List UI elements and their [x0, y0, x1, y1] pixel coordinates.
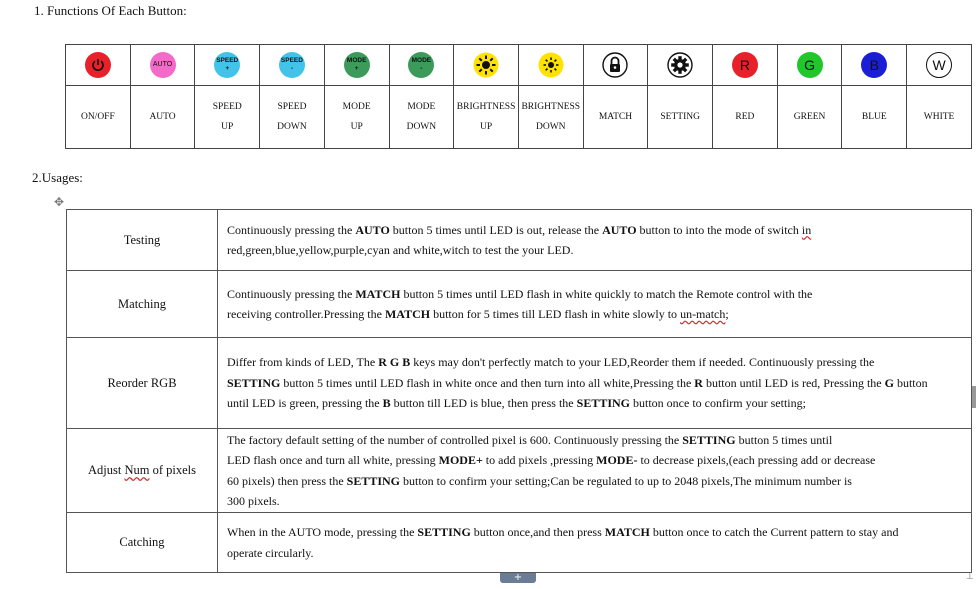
speed-up-icon: [214, 52, 240, 78]
usage-row: [67, 429, 972, 513]
usage-description: [218, 338, 972, 429]
button-label-line: DOWN: [406, 122, 437, 132]
button-label-line: AUTO: [149, 112, 176, 122]
button-label-cell: [518, 86, 583, 149]
speed-down-icon: [279, 52, 305, 78]
usage-description-line: 300 pixels.: [227, 494, 280, 508]
usage-description-line: The factory default setting of the number of controlled pixel is 600. Continuously pressing the SETTING button 5 times until: [227, 432, 833, 447]
mode-up-icon: [344, 52, 370, 78]
lock-icon: [602, 52, 628, 78]
button-label-cell: [583, 86, 648, 149]
button-label-line: UP: [350, 122, 363, 132]
button-icon-cell: [842, 45, 907, 86]
button-label-cell: [648, 86, 713, 149]
mode-down-icon: [408, 52, 434, 78]
button-label-cell: [907, 86, 972, 149]
button-label-cell: [777, 86, 842, 149]
button-label-cell: [324, 86, 389, 149]
green-icon: [797, 52, 823, 78]
button-icon-text: R: [739, 57, 750, 73]
button-icon-text: SPEED +: [216, 57, 239, 72]
usage-description-line: Continuously pressing the MATCH button 5 times until LED flash in white quickly to match the Remote control with the: [227, 286, 813, 301]
button-icon-cell: [907, 45, 972, 86]
usage-description-line: Differ from kinds of LED, The R G B keys may don't perfectly match to your LED,Reorder them if needed. Continuously pressing the: [227, 355, 875, 370]
gear-icon: [667, 52, 693, 78]
usage-description-line: When in the AUTO mode, pressing the SETTING button once,and then press MATCH button once to catch the Current pattern to stay and: [227, 525, 899, 539]
add-row-button[interactable]: +: [500, 573, 536, 583]
section-heading-functions: 1. Functions Of Each Button:: [34, 3, 187, 18]
usage-description: [218, 271, 972, 338]
button-icon-cell: [454, 45, 519, 86]
button-label-cell: [713, 86, 778, 149]
button-label-line: MODE: [407, 102, 436, 112]
button-icon-cell: [713, 45, 778, 86]
button-icon-cell: [583, 45, 648, 86]
usages-table: [66, 209, 972, 573]
button-icon-cell: [777, 45, 842, 86]
brightness-down-icon: [538, 52, 564, 78]
scrollbar-thumb[interactable]: [972, 386, 976, 408]
button-label-line: MATCH: [598, 112, 633, 122]
button-label-cell: [842, 86, 907, 149]
button-icon-cell: [66, 45, 131, 86]
power-icon: [85, 52, 111, 78]
auto-icon: [150, 52, 176, 78]
button-label-cell: [130, 86, 195, 149]
button-label-cell: [195, 86, 260, 149]
usage-row: [67, 271, 972, 338]
button-label-cell: [454, 86, 519, 149]
usage-description-line: 60 pixels) then press the SETTING button to confirm your setting;Can be regulated to up to 2048 pixels,The minimum number is: [227, 473, 852, 488]
button-icon-cell: [195, 45, 260, 86]
button-label-line: DOWN: [535, 122, 566, 132]
usage-description-line: operate circularly.: [227, 545, 314, 560]
usage-description-line: LED flash once and turn all white, pressing MODE+ to add pixels ,pressing MODE- to decrease pixels,(each pressing add or decrease: [227, 453, 876, 467]
button-label-line: BLUE: [861, 112, 887, 122]
button-label-line: UP: [221, 122, 234, 132]
button-label-line: DOWN: [277, 122, 307, 132]
usage-label: Reorder RGB: [67, 338, 218, 429]
button-icon-text: MODE -: [411, 57, 432, 72]
button-label-line: ON/OFF: [80, 112, 115, 122]
button-functions-table: [65, 44, 972, 149]
button-icon-cell: [648, 45, 713, 86]
brightness-up-icon: [473, 52, 499, 78]
button-label-cell: [260, 86, 325, 149]
usage-description: [218, 210, 972, 271]
usage-description-line: receiving controller.Pressing the MATCH button for 5 times till LED flash in white slowly to un-match;: [227, 307, 729, 321]
button-icon-cell: [518, 45, 583, 86]
usage-row: [67, 338, 972, 429]
button-icon-text: W: [932, 57, 946, 73]
button-icon-cell: [260, 45, 325, 86]
usage-row: [67, 210, 972, 271]
button-label-line: UP: [479, 122, 493, 132]
usage-label: Matching: [67, 271, 218, 338]
usage-description: [218, 429, 972, 513]
button-label-line: MODE: [342, 102, 371, 112]
white-icon: [926, 52, 952, 78]
usage-description-line: until LED is green, pressing the B button till LED is blue, then press the SETTING button once to confirm your setting;: [227, 396, 806, 411]
button-label-line: RED: [735, 112, 755, 122]
button-label-line: SPEED: [212, 102, 242, 112]
button-icon-text: SPEED -: [280, 57, 303, 72]
usage-label: Catching: [67, 513, 218, 573]
button-icon-text: MODE +: [346, 57, 367, 72]
button-icon-cell: [389, 45, 454, 86]
button-label-cell: [389, 86, 454, 149]
usage-description: [218, 513, 972, 573]
usage-description-line: red,green,blue,yellow,purple,cyan and white,witch to test the your LED.: [227, 243, 574, 257]
button-label-line: SPEED: [277, 102, 307, 112]
button-icon-text: G: [804, 57, 816, 73]
button-label-line: SETTING: [660, 112, 700, 122]
button-label-line: BRIGHTNESS: [521, 102, 581, 112]
blue-icon: [861, 52, 887, 78]
usage-description-line: Continuously pressing the AUTO button 5 times until LED is out, release the AUTO button to into the mode of switch in: [227, 222, 812, 237]
button-icon-text: AUTO: [152, 61, 173, 68]
button-label-line: GREEN: [793, 112, 826, 122]
button-icon-text: B: [869, 57, 879, 73]
table-move-handle-icon[interactable]: ✥: [54, 195, 65, 209]
button-label-line: WHITE: [923, 112, 955, 122]
button-icon-cell: [130, 45, 195, 86]
button-icon-cell: [324, 45, 389, 86]
red-icon: [732, 52, 758, 78]
usage-label: Adjust Num of pixels: [67, 429, 218, 513]
button-label-cell: [66, 86, 131, 149]
usage-label: Testing: [67, 210, 218, 271]
usage-description-line: SETTING button 5 times until LED flash in white once and then turn into all white,Pressing the R button until LED is red, Pressing the G button: [227, 375, 928, 390]
button-label-line: BRIGHTNESS: [456, 102, 516, 112]
corner-marker: ⊥: [966, 572, 974, 582]
section-heading-usages: 2.Usages:: [32, 170, 83, 185]
usage-row: [67, 513, 972, 573]
